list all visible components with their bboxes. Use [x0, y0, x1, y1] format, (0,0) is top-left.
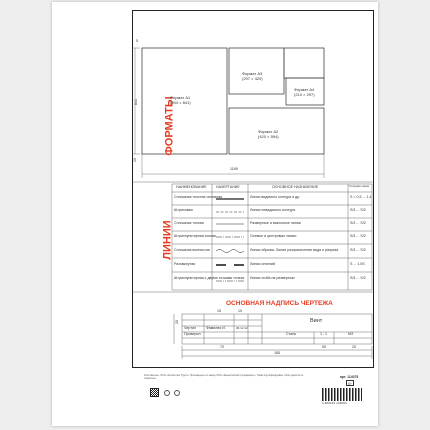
- format-a3-size: (297 × 420): [242, 75, 263, 81]
- stamp-surname-cell: Фамилия И.: [206, 326, 226, 330]
- footer-small-print: Изготовитель: ООО «Консалтинг Групп». Произведено по заказу ООО «Канцелярский супермаркет». Товар сертифицирован. Срок годности не ограничен.: [144, 374, 304, 380]
- row-5-purpose: Линии обрыва. Линии разграничения вида и разреза: [250, 248, 339, 252]
- article-number: арт. 114075: [340, 375, 359, 379]
- row-1-thickness: S = 0,5 ... 1,4: [350, 195, 372, 199]
- format-a2-label: [258, 130, 279, 139]
- format-a1-label: [170, 96, 191, 105]
- format-a2-size: (420 × 594): [258, 133, 279, 139]
- margin-dimension: 5: [136, 39, 138, 43]
- stamp-material: Сталь: [286, 332, 297, 336]
- format-a2-name: Формат А2: [258, 129, 279, 134]
- row-7-thickness: S/3 ... S/2: [350, 276, 366, 280]
- stamp-dim-d5: 50: [322, 345, 326, 349]
- barcode-icon: [322, 388, 362, 401]
- stamp-dim-total: 185: [274, 351, 280, 355]
- header-name: НАИМЕНОВАНИЕ: [176, 185, 207, 189]
- row-4-thickness: S/3 ... S/2: [350, 234, 366, 238]
- format-diagram: [52, 2, 378, 426]
- row-4-purpose: Осевые и центровые линии: [250, 234, 297, 238]
- row-1-name: Сплошная толстая основная: [174, 195, 223, 199]
- title-block-heading: ОСНОВНАЯ НАДПИСЬ ЧЕРТЕЖА: [226, 300, 333, 307]
- stamp-dim-d4: 70: [220, 345, 224, 349]
- row-2-thickness: S/3 ... S/2: [350, 208, 366, 212]
- row-6-thickness: S ... 1,5S: [350, 262, 365, 266]
- format-a1-name: Формат А1: [170, 95, 191, 100]
- format-a3-label: [242, 72, 263, 81]
- stamp-dim-d1: 20: [175, 319, 180, 324]
- format-a4-label: [294, 88, 315, 97]
- width-dimension: 1189: [230, 167, 238, 171]
- row-4-name: Штрихпунктирная тонкая: [174, 234, 216, 238]
- stamp-scale: 1 : 1: [320, 332, 327, 336]
- row-3-purpose: Размерные и выносные линии: [250, 221, 301, 225]
- row-3-thickness: S/3 ... S/2: [350, 221, 366, 225]
- format-a4-size: (210 × 297): [294, 91, 315, 97]
- row-3-name: Сплошная тонкая: [174, 221, 204, 225]
- stamp-checked-label: Проверил: [184, 332, 201, 336]
- row-7-name: Штрихпунктирная с двумя точками тонкая: [174, 276, 245, 280]
- header-style: НАЧЕРТАНИЕ: [216, 185, 240, 189]
- stamp-drew-label: Чертил: [184, 326, 197, 330]
- format-a3-name: Формат А3: [242, 71, 263, 76]
- certification-mark-icon: [174, 390, 180, 396]
- format-a4-name: Формат А4: [294, 87, 315, 92]
- row-2-name: Штриховая: [174, 208, 193, 212]
- stamp-code: МЗ: [348, 332, 354, 336]
- stamp-part-name: Винт: [310, 318, 323, 324]
- format-small-rect: [284, 48, 324, 78]
- row-7-purpose: Линии сгиба на развертках: [250, 276, 295, 280]
- row-5-name: Сплошная волнистая: [174, 248, 210, 252]
- recycle-mark-icon: [164, 390, 170, 396]
- row-6-purpose: Линии сечений: [250, 262, 275, 266]
- header-purpose: ОСНОВНОЕ НАЗНАЧЕНИЕ: [272, 185, 319, 189]
- format-a1-size: (594 × 841): [170, 99, 191, 105]
- age-rating-badge: 6+: [346, 380, 354, 386]
- stamp-date-cell: 06.12.12: [236, 326, 248, 330]
- header-thickness: Толщина линии: [349, 184, 370, 188]
- stamp-dim-d2: 15: [217, 309, 221, 313]
- row-2-purpose: Линии невидимого контура: [250, 208, 296, 212]
- row-1-purpose: Линии видимого контура и др.: [250, 195, 301, 199]
- row-6-name: Разомкнутая: [174, 262, 196, 266]
- formats-section-title: ФОРМАТЫ: [163, 96, 176, 156]
- margin-left-dimension: 20: [133, 157, 138, 162]
- qr-code-icon: [150, 388, 159, 397]
- height-dimension: 841: [134, 98, 139, 105]
- reference-sheet: [52, 2, 378, 426]
- lines-section-title: ЛИНИИ: [161, 220, 174, 260]
- barcode-number: 4 606224 140254: [322, 401, 347, 405]
- stamp-dim-d6: 20: [352, 345, 356, 349]
- stamp-dim-d3: 10: [238, 309, 242, 313]
- row-5-thickness: S/3 ... S/2: [350, 248, 366, 252]
- title-block-grid: [174, 314, 372, 359]
